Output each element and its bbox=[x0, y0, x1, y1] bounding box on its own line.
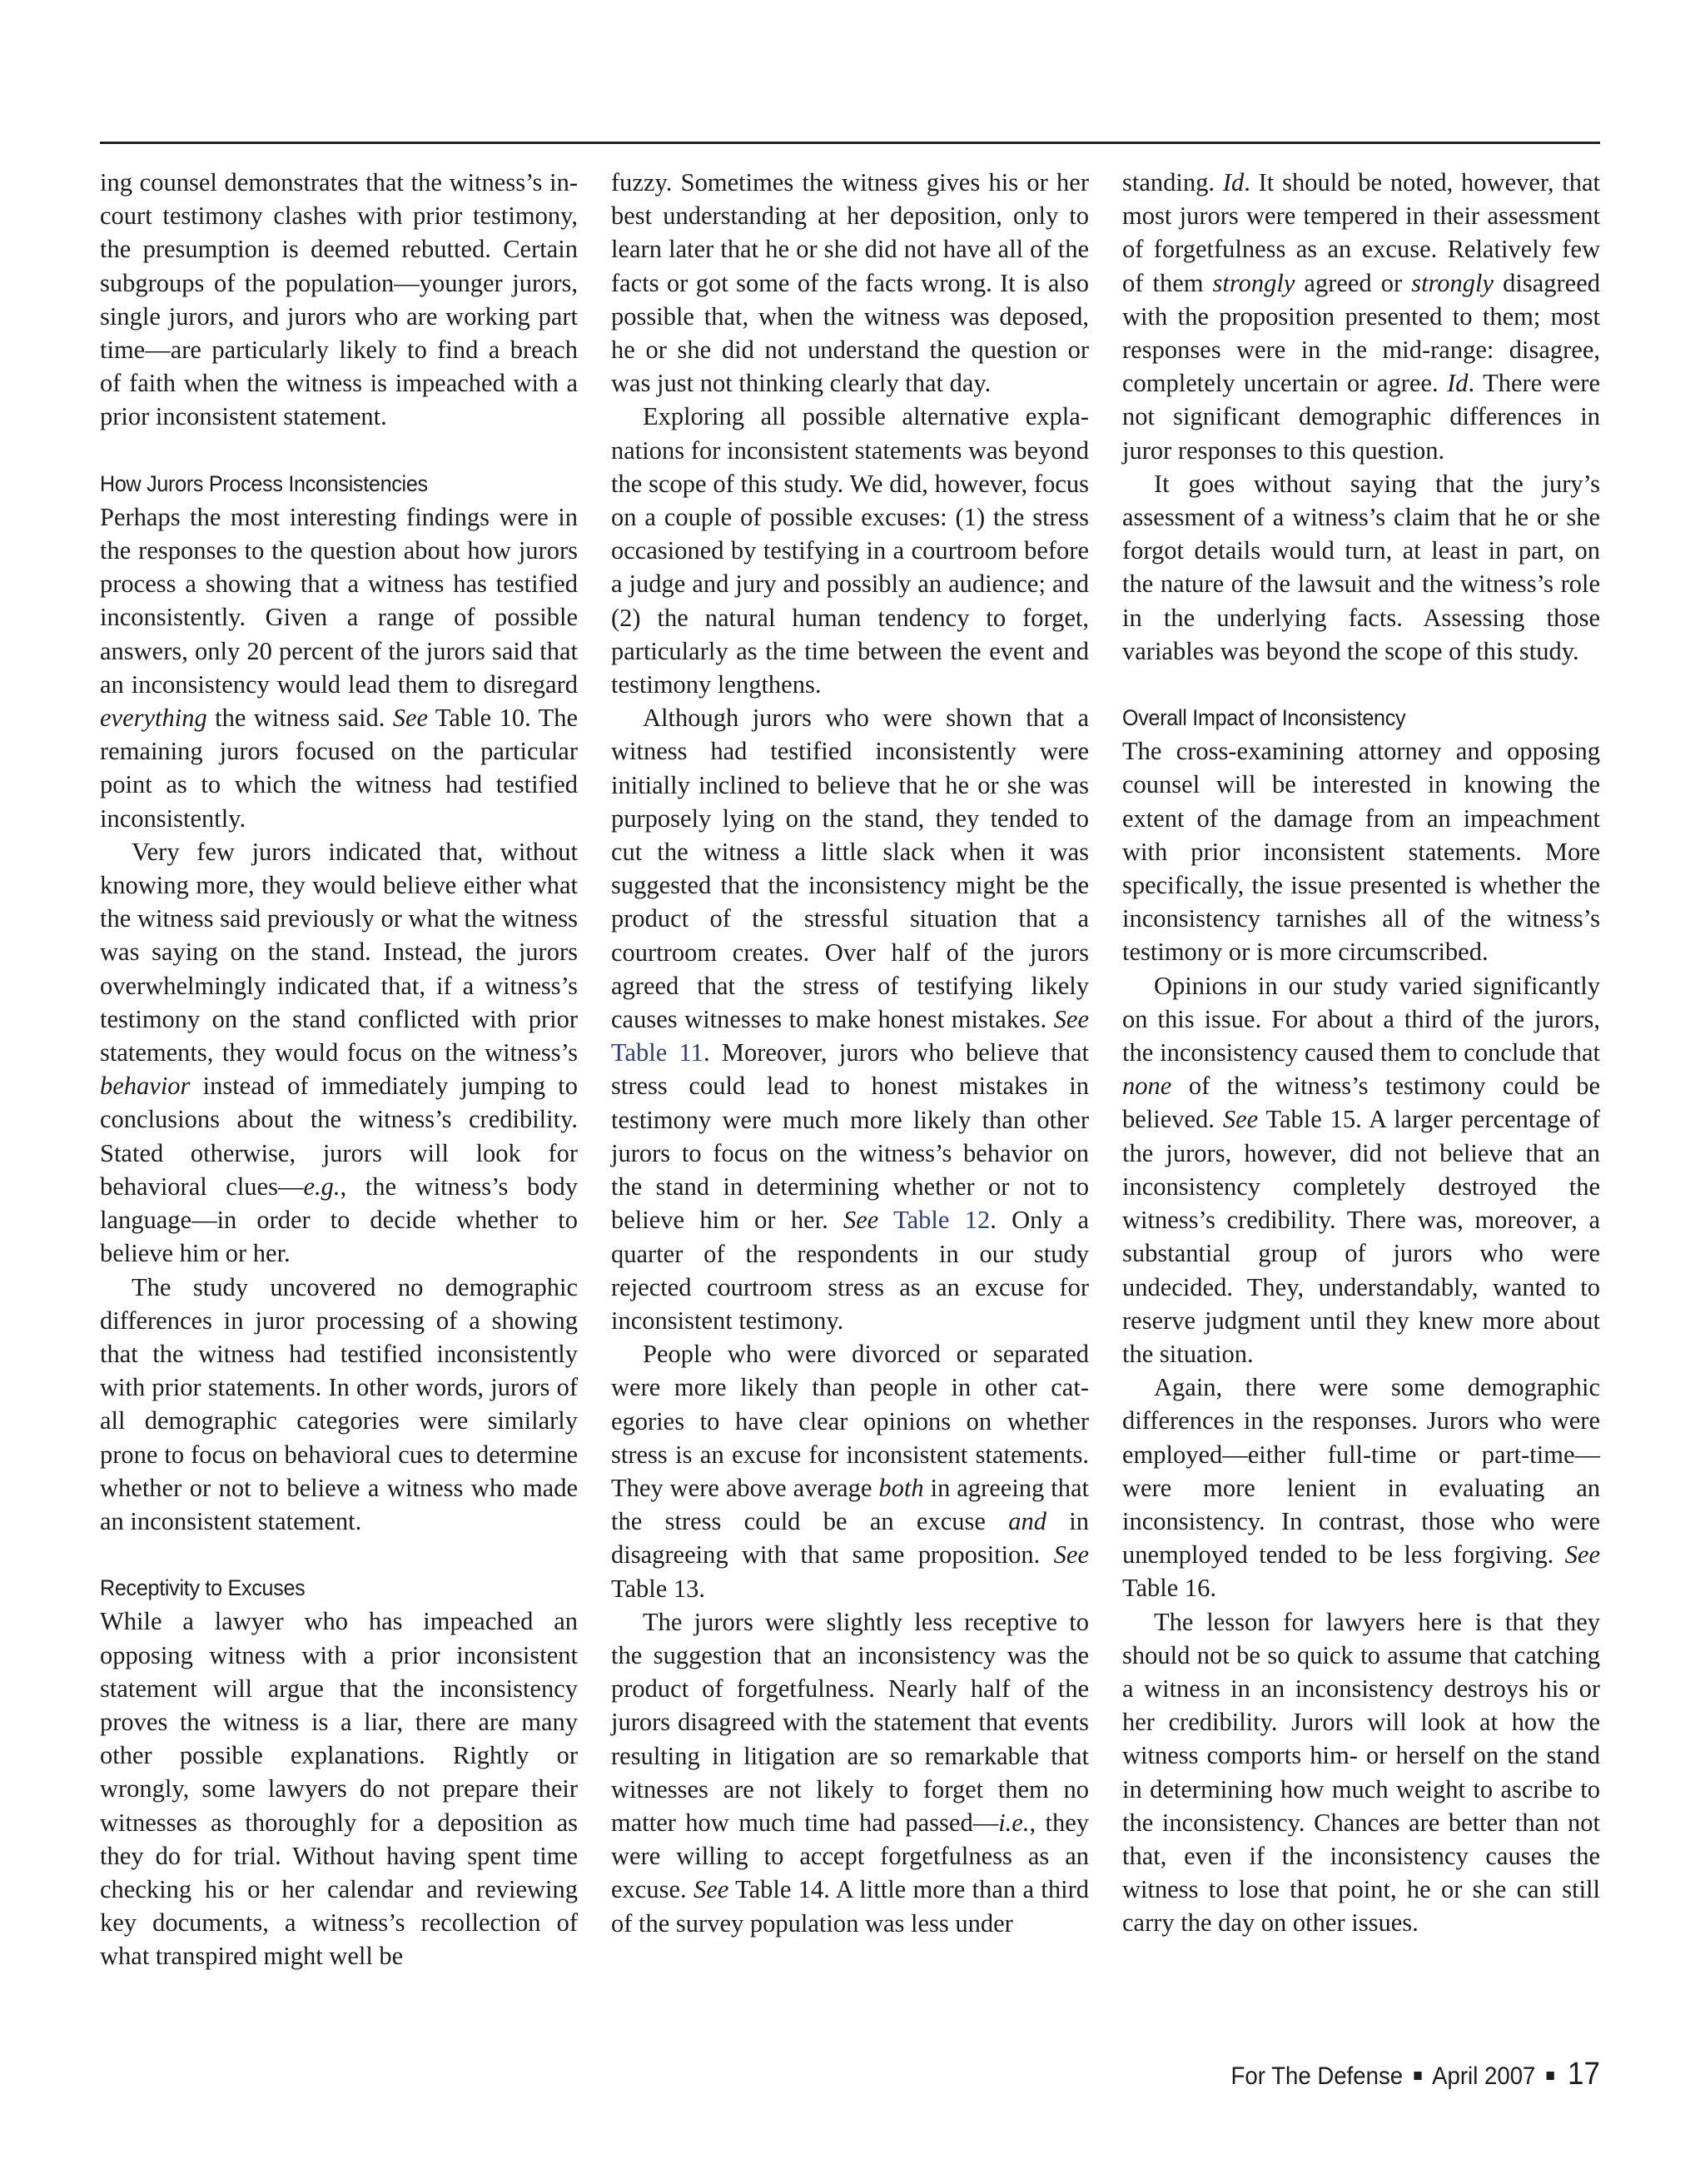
paragraph: The jurors were slightly less receptive to the suggestion that an inconsistency was the product of forgetfulness. Nearly half of the jurors disagreed with the statement that events resulting in litigation are so remarkable that witnesses are not likely to forget them no matter how much time had passed—i.e., they were willing to accept forgetfulness as an excuse. See Table 14. A little more than a third of the survey population was less under bbox=[611, 1607, 1090, 1938]
column-1 bbox=[100, 166, 578, 1973]
paragraph: fuzzy. Sometimes the witness gives his or her best understanding at her deposition, only to learn later that he or she did not have all of the facts or got some of the facts wrong. It is also possible that, when the witness was deposed, he or she did not understand the question or was just not thinking clearly that day. bbox=[611, 168, 1089, 398]
section-heading-process-inconsistencies: How Jurors Process Inconsistencies bbox=[100, 470, 428, 496]
section-heading-receptivity-to-excuses: Receptivity to Excuses bbox=[100, 1575, 306, 1601]
square-bullet-icon bbox=[1414, 2072, 1421, 2080]
publication-name: For The Defense bbox=[1230, 2062, 1404, 2090]
page-footer bbox=[1231, 2057, 1600, 2092]
paragraph: Very few jurors indicated that, without knowing more, they would believe either what the witness said previously or what the witness was saying on the stand. Instead, the jurors overwhelmingly indicated that, if a witness’s testimony on the stand conflicted with prior statements, they would focus on the witness’s behavior instead of immediately jumping to conclusions about the witness’s credibility. Stated otherwise, jurors will look for behavioral clues—e.g., the witness’s body language—in order to decide whether to believe him or her. bbox=[100, 837, 578, 1268]
table-12-link[interactable]: Table 12 bbox=[893, 1206, 991, 1235]
paragraph: standing. Id. It should be noted, however, that most jurors were tempered in their assessment of forgetfulness as an excuse. Relatively few of them strongly agreed or strongly disagreed with the proposition presented to them; most responses were in the mid-range: disagree, completely uncertain or agree. Id. There were not significant demographic differences in juror responses to this question. bbox=[1122, 168, 1600, 465]
paragraph: The lesson for lawyers here is that they should not be so quick to assume that catching a witness in an inconsistency destroys his or her credibility. Jurors will look at how the witness comports him- or herself on the stand in determining how much weight to ascribe to the inconsistency. Chances are better than not that, even if the inconsistency causes the witness to lose that point, he or she can still carry the day on other issues. bbox=[1122, 1607, 1600, 1938]
paragraph: Although jurors who were shown that a witness had testified inconsistently were initially inclined to believe that he or she was purposely lying on the stand, they tended to cut the witness a little slack when it was suggested that the inconsistency might be the product of the stressful situation that a courtroom creates. Over half of the jurors agreed that the stress of testifying likely causes witnesses to make honest mistakes. See Table 11. Moreover, jurors who believe that stress could lead to honest mistakes in testimony were much more likely than other jurors to focus on the witness’s behavior on the stand in determining whether or not to believe him or her. See Table 12. Only a quarter of the respondents in our study rejected courtroom stress as an excuse for inconsistent testimony. bbox=[611, 704, 1090, 1335]
issue-date: April 2007 bbox=[1432, 2062, 1536, 2090]
page-number: 17 bbox=[1568, 2057, 1600, 2092]
paragraph: The study uncovered no demographic differences in juror processing of a showing that the witness had testified inconsistently with prior statements. In other words, jurors of all demographic categories were similarly prone to focus on behavioral cues to determine whether or not to believe a witness who made an inconsistent statement. bbox=[100, 1272, 578, 1535]
paragraph: Exploring all possible alternative explanations for inconsistent statements was beyond the scope of this study. We did, however, focus on a couple of possible excuses: (1) the stress occasioned by testifying in a courtroom before a judge and jury and possibly an audience; and (2) the natural human tendency to forget, particularly as the time between the event and testimony lengthens. bbox=[611, 402, 1089, 699]
paragraph: People who were divorced or separated were more likely than people in other categories to have clear opinions on whether stress is an excuse for inconsistent statements. They were above average both in agreeing that the stress could be an excuse and in disagreeing with that same proposition. See Table 13. bbox=[611, 1340, 1090, 1603]
column-2 bbox=[611, 166, 1089, 1940]
paragraph: While a lawyer who has impeached an opposing witness with a prior inconsistent statement will argue that the inconsistency proves the witness is a liar, there are many other possible explanations. Rightly or wrongly, some lawyers do not prepare their witnesses as thoroughly for a deposition as they do for trial. Without having spent time checking his or her calendar and reviewing key documents, a witness’s recollection of what transpired might well be bbox=[100, 1607, 578, 1971]
paragraph: It goes without saying that the jury’s assessment of a witness’s claim that he or she forgot details would turn, at least in part, on the nature of the lawsuit and the witness’s role in the underlying facts. Assessing those variables was beyond the scope of this study. bbox=[1122, 469, 1600, 665]
paragraph: ing counsel demonstrates that the witness’s in-court testimony clashes with prior testimony, the presumption is deemed rebutted. Certain subgroups of the population—younger jurors, single jurors, and jurors who are working part time—are particularly likely to find a breach of faith when the witness is impeached with a prior inconsistent statement. bbox=[100, 168, 578, 431]
top-rule bbox=[100, 142, 1600, 144]
paragraph: The cross-examining attorney and opposing counsel will be interested in knowing the extent of the damage from an impeachment with prior inconsistent statements. More specifically, the issue presented is whether the inconsistency tarnishes all of the witness’s testimony or is more circumscribed. bbox=[1122, 737, 1600, 967]
table-11-link[interactable]: Table 11 bbox=[611, 1038, 703, 1067]
section-heading-overall-impact: Overall Impact of Inconsistency bbox=[1122, 705, 1406, 731]
paragraph: Again, there were some demographic differences in the responses. Jurors who were employed—either full-time or part-time—were more lenient in evaluating an inconsistency. In contrast, those who were unemployed tended to be less forgiving. See Table 16. bbox=[1122, 1373, 1600, 1603]
column-3 bbox=[1122, 166, 1600, 1940]
paragraph: Perhaps the most interesting findings were in the responses to the question about how jurors process a showing that a witness has testified inconsistently. Given a range of possible answers, only 20 percent of the jurors said that an inconsistency would lead them to disregard everything the witness said. See Table 10. The remaining jurors focused on the particular point as to which the witness had testified inconsistently. bbox=[100, 502, 578, 833]
square-bullet-icon bbox=[1546, 2072, 1553, 2080]
paragraph: Opinions in our study varied significantly on this issue. For about a third of the jurors, the inconsistency caused them to conclude that none of the witness’s testimony could be believed. See Table 15. A larger percentage of the jurors, however, did not believe that an inconsistency completely destroyed the witness’s credibility. There was, moreover, a substantial group of jurors who were undecided. They, understandably, wanted to reserve judgment until they knew more about the situation. bbox=[1122, 971, 1601, 1368]
